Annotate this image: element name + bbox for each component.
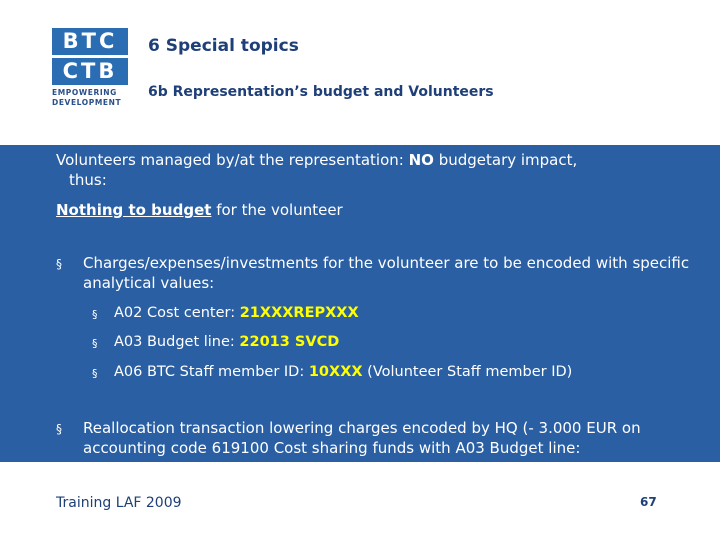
- sub-item-cost-center: [114, 305, 359, 321]
- sub-bullet-marker: §: [92, 337, 98, 350]
- para2-suffix: for the volunteer: [211, 201, 343, 219]
- content-panel: [0, 145, 720, 462]
- bullet-reallocation-text: Reallocation transaction lowering charges encoded by HQ (- 3.000 EUR on accounting code 619100 Cost sharing funds with A03 Budget line:: [83, 419, 641, 457]
- sub-bullet-marker: §: [92, 367, 98, 380]
- bullet-charges-text: Charges/expenses/investments for the volunteer are to be encoded with specific analytical values:: [83, 254, 690, 292]
- slide-title: 6 Special topics: [148, 36, 299, 56]
- sub-item-staff-id: [114, 364, 572, 380]
- logo-ctb: CTB: [52, 58, 128, 85]
- para1-bold: NO: [408, 151, 434, 169]
- logo-btc: BTC: [52, 28, 128, 55]
- paragraph-volunteers: [56, 150, 696, 190]
- sub-item-label: A06 BTC Staff member ID:: [114, 364, 309, 380]
- sub-item-value: 10XXX: [308, 364, 363, 380]
- para1-prefix: Volunteers managed by/at the representation:: [56, 151, 409, 169]
- sub-item-label: A02 Cost center:: [114, 305, 240, 321]
- para1-line2: thus:: [69, 171, 107, 189]
- bullet-marker: §: [56, 422, 62, 436]
- page-number: 67: [640, 495, 657, 509]
- sub-item-value: 22013 SVCD: [239, 334, 340, 350]
- footer-text: Training LAF 2009: [56, 495, 182, 511]
- slide-subtitle: 6b Representation’s budget and Volunteers: [148, 84, 494, 100]
- sub-item-value: 21XXXREPXXX: [239, 305, 359, 321]
- sub-item-suffix: (Volunteer Staff member ID): [362, 364, 573, 380]
- sub-item-label: A03 Budget line:: [114, 334, 240, 350]
- paragraph-nothing-to-budget: [56, 201, 343, 219]
- btc-ctb-logo: [52, 28, 128, 108]
- sub-bullet-marker: §: [92, 308, 98, 321]
- bullet-marker: §: [56, 257, 62, 271]
- sub-item-budget-line: [114, 334, 339, 350]
- logo-tagline-1: EMPOWERING: [52, 88, 117, 97]
- para2-underline: Nothing to budget: [56, 201, 212, 219]
- logo-tagline-2: DEVELOPMENT: [52, 98, 122, 107]
- para1-suffix: budgetary impact,: [433, 151, 578, 169]
